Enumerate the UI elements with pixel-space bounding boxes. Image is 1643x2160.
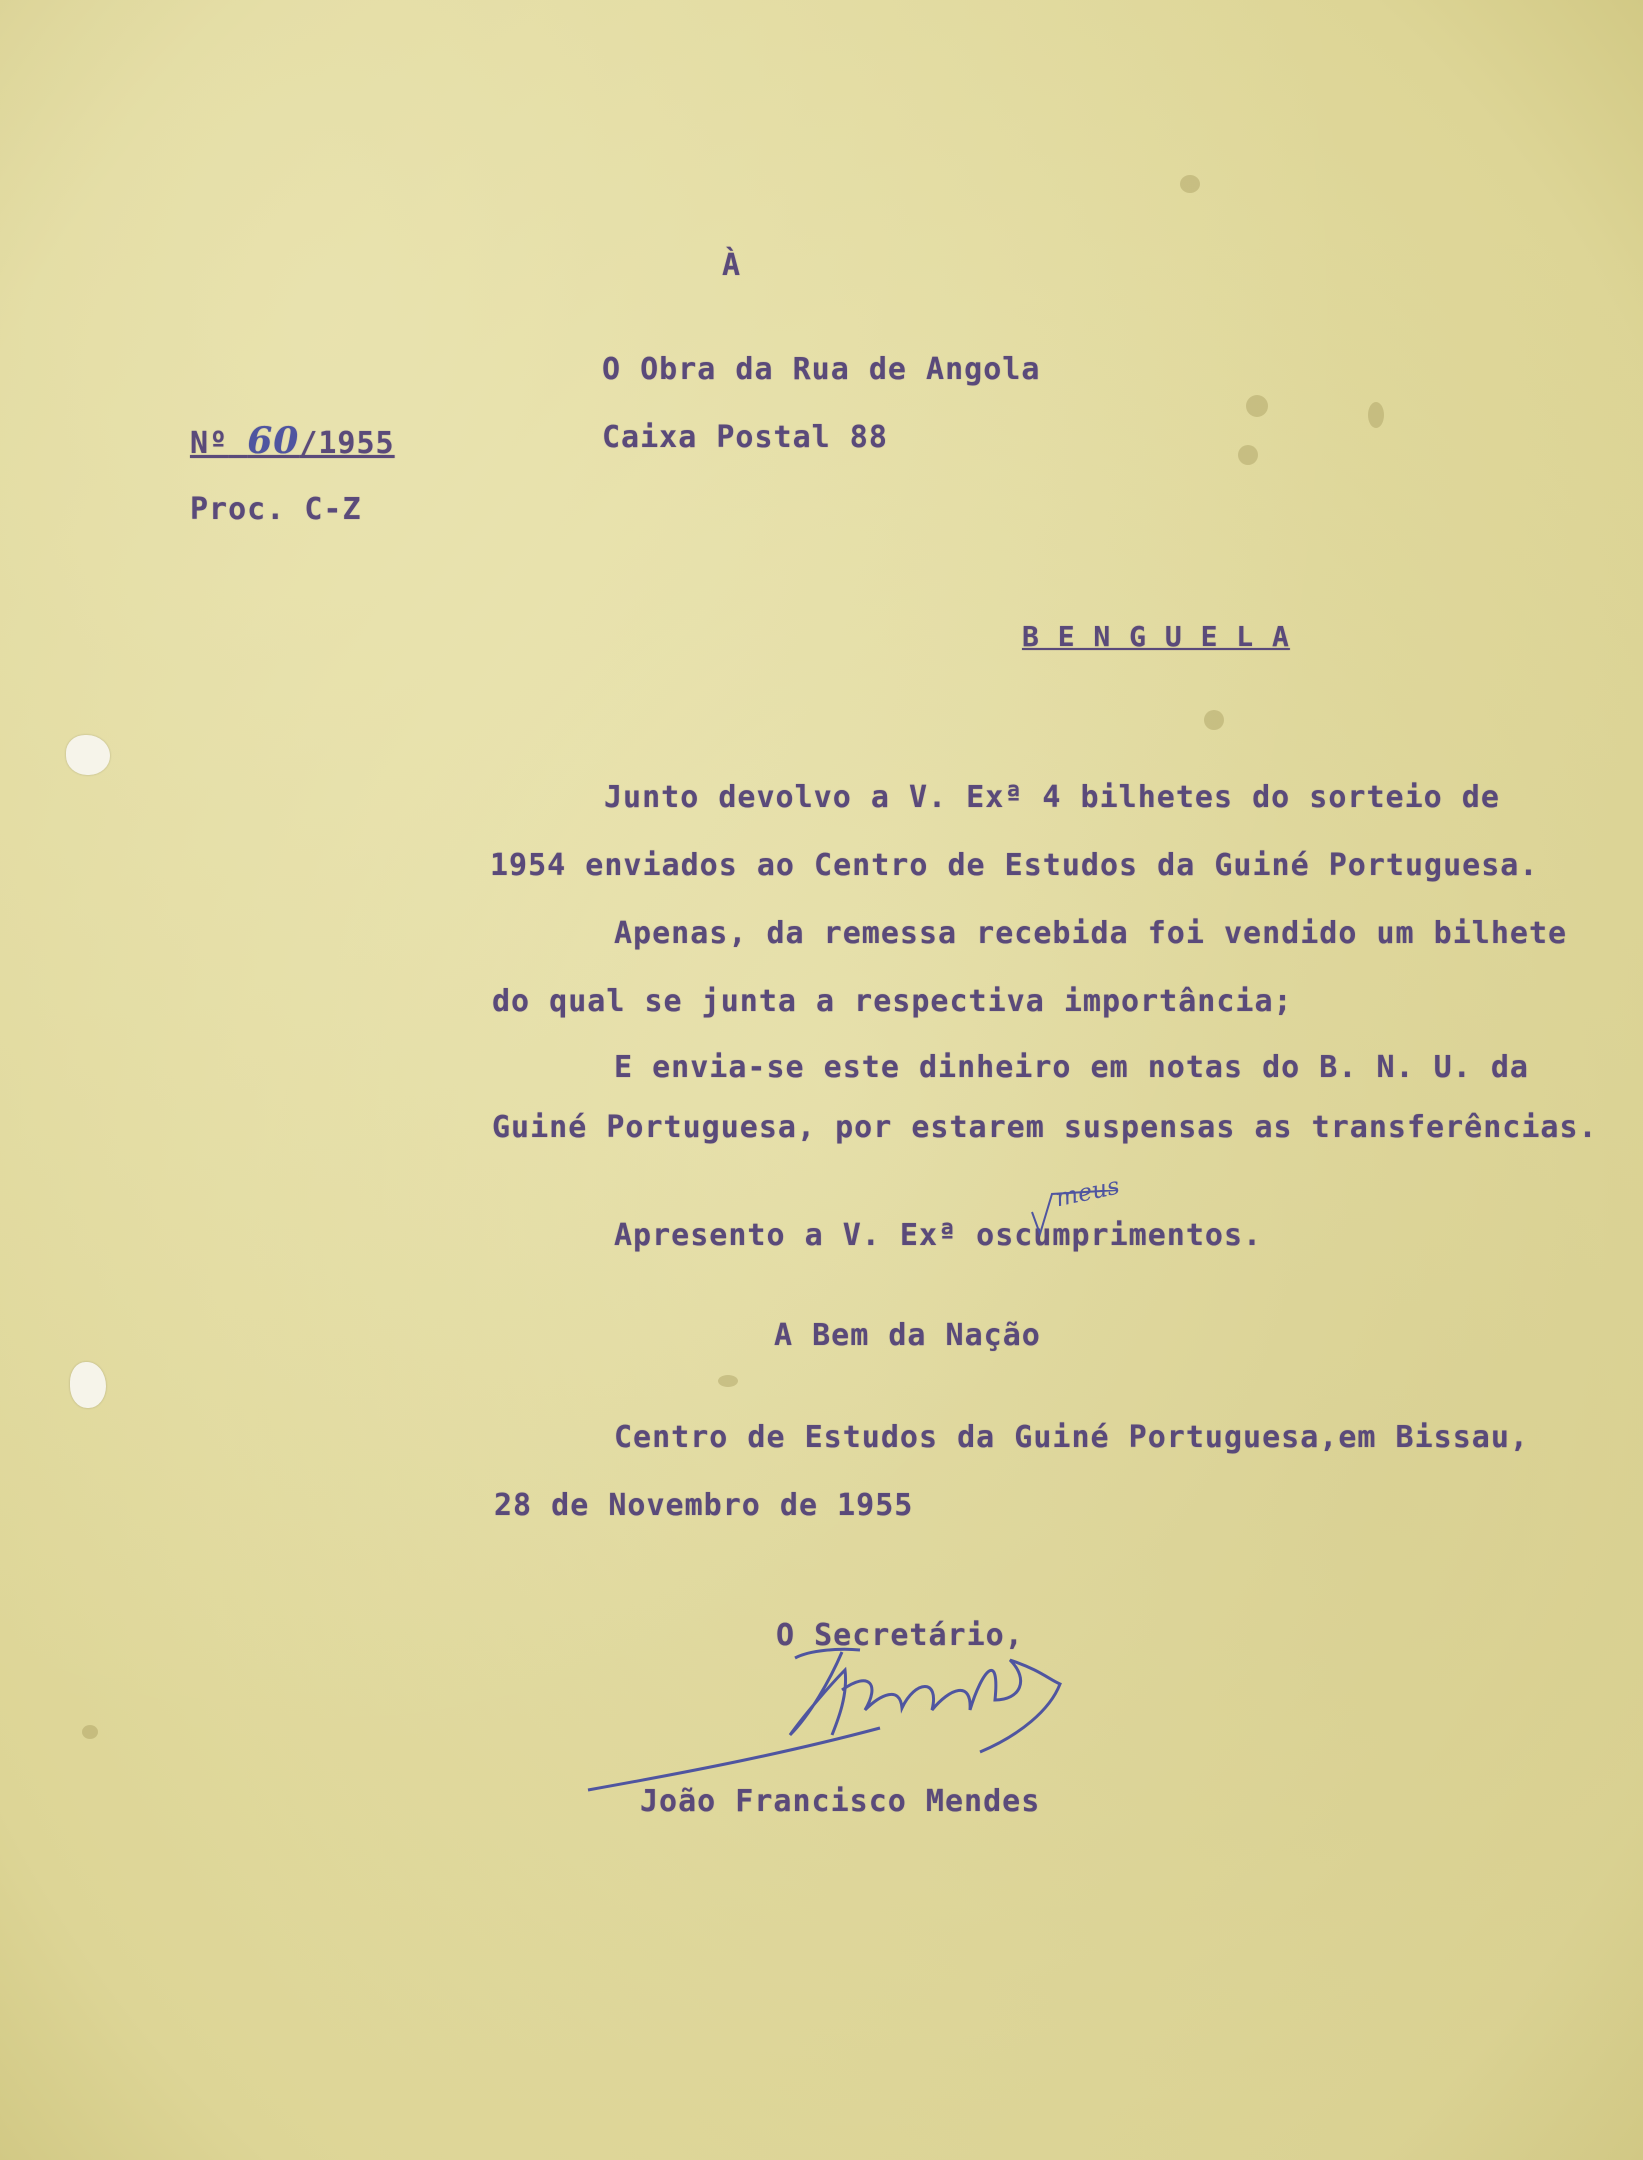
- paper-stain: [1180, 175, 1200, 193]
- body-line-3: Apenas, da remessa recebida foi vendido um bilhete: [614, 916, 1568, 951]
- recipient-line-1: O Obra da Rua de Angola: [602, 352, 1041, 387]
- closing-handwritten-insert: meus: [1052, 1171, 1122, 1213]
- body-line-6: Guiné Portuguesa, por estarem suspensas as transferências.: [492, 1110, 1598, 1145]
- paper-stain: [1368, 402, 1384, 428]
- punch-hole-top: [66, 735, 110, 775]
- reference-prefix: Nº: [190, 426, 229, 461]
- date-line: 28 de Novembro de 1955: [494, 1488, 914, 1523]
- punch-hole-bottom: [70, 1362, 106, 1408]
- closing-line: [614, 1218, 1262, 1253]
- motto: A Bem da Nação: [774, 1318, 1041, 1353]
- paper-stain: [1204, 710, 1224, 730]
- signer-name: João Francisco Mendes: [640, 1784, 1041, 1819]
- paper-stain: [1238, 445, 1258, 465]
- closing-pre: Apresento a V. Exª os: [614, 1218, 1015, 1253]
- body-line-4: do qual se junta a respectiva importância;: [492, 984, 1293, 1019]
- recipient-line-2: Caixa Postal 88: [602, 420, 888, 455]
- paper-stain: [1246, 395, 1268, 417]
- closing-post: cumprimentos.: [1014, 1218, 1263, 1253]
- paper-stain: [82, 1725, 98, 1739]
- proc-line: Proc. C-Z: [190, 492, 362, 527]
- insert-caret-mark: [1030, 1190, 1120, 1240]
- salutation-prefix: À: [722, 248, 742, 283]
- reference-year: /1955: [299, 426, 395, 461]
- body-line-2: 1954 enviados ao Centro de Estudos da Guiné Portuguesa.: [490, 848, 1539, 883]
- reference-handwritten-number: 60: [247, 420, 300, 462]
- paper-stain: [718, 1375, 738, 1387]
- city-heading: B E N G U E L A: [1022, 620, 1290, 653]
- handwritten-signature: [580, 1640, 1110, 1800]
- place-line: Centro de Estudos da Guiné Portuguesa,em Bissau,: [614, 1420, 1529, 1455]
- body-line-5: E envia-se este dinheiro em notas do B. N. U. da: [614, 1050, 1529, 1085]
- body-line-1: Junto devolvo a V. Exª 4 bilhetes do sorteio de: [604, 780, 1500, 815]
- reference-number: [190, 420, 395, 462]
- signer-title: O Secretário,: [776, 1618, 1024, 1653]
